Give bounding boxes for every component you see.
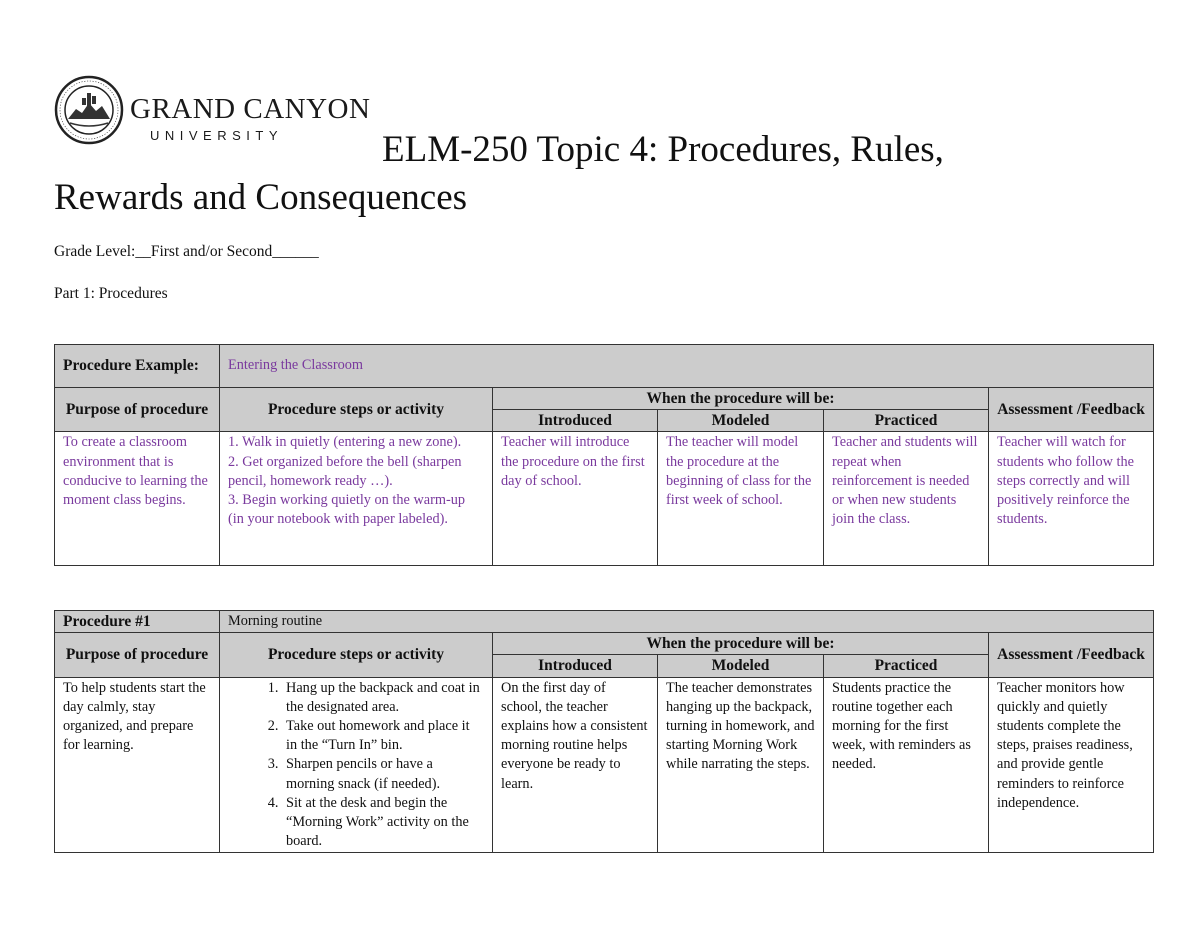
introduced-header: Introduced — [493, 655, 658, 677]
table-header-row — [55, 633, 1154, 655]
page-title-line-1: ELM-250 Topic 4: Procedures, Rules, — [382, 129, 944, 170]
practiced-header: Practiced — [824, 410, 989, 432]
steps-header: Procedure steps or activity — [220, 633, 493, 677]
purpose-cell: To help students start the day calmly, stay organized, and prepare for learning. — [55, 677, 220, 853]
when-header: When the procedure will be: — [493, 388, 989, 410]
procedure-1-table — [54, 610, 1154, 853]
modeled-header: Modeled — [658, 655, 824, 677]
step-item: 2. Get organized before the bell (sharpen pencil, homework ready …). — [228, 453, 462, 489]
step-item: 4. Sit at the desk and begin the “Morning Work” activity on the board. — [282, 794, 484, 852]
purpose-header: Purpose of procedure — [55, 633, 220, 677]
step-item: 1. Hang up the backpack and coat in the designated area. — [282, 679, 484, 717]
practiced-cell: Teacher and students will repeat when reinforcement is needed or when new students join the class. — [824, 432, 989, 566]
procedure-label: Procedure Example: — [55, 345, 220, 388]
grade-level: Grade Level:__First and/or Second______ — [54, 243, 319, 260]
assessment-header: Assessment /Feedback — [989, 633, 1154, 677]
table-row — [55, 611, 1154, 633]
step-item: 3. Sharpen pencils or have a morning snack (if needed). — [282, 755, 484, 793]
table-row — [55, 432, 1154, 566]
modeled-cell: The teacher will model the procedure at the beginning of class for the first week of school. — [658, 432, 824, 566]
page-title-line-2: Rewards and Consequences — [54, 177, 468, 218]
step-item: 2. Take out homework and place it in the “Turn In” bin. — [282, 717, 484, 755]
purpose-header: Purpose of procedure — [55, 388, 220, 432]
table-row — [55, 677, 1154, 853]
logo-wordmark: GRAND CANYON — [130, 93, 371, 125]
introduced-cell: On the first day of school, the teacher explains how a consistent morning routine helps everyone be ready to learn. — [493, 677, 658, 853]
steps-list — [228, 679, 484, 852]
modeled-header: Modeled — [658, 410, 824, 432]
part-label: Part 1: Procedures — [54, 285, 168, 302]
table-row — [55, 345, 1154, 388]
table-header-row — [55, 388, 1154, 410]
practiced-header: Practiced — [824, 655, 989, 677]
when-header: When the procedure will be: — [493, 633, 989, 655]
university-seal-icon — [54, 75, 124, 145]
procedure-label: Procedure #1 — [55, 611, 220, 633]
steps-cell — [220, 677, 493, 853]
procedure-name: Morning routine — [220, 611, 1154, 633]
practiced-cell: Students practice the routine together each morning for the first week, with reminders as needed. — [824, 677, 989, 853]
purpose-cell: To create a classroom environment that is conducive to learning the moment class begins. — [55, 432, 220, 566]
step-item: 1. Walk in quietly (entering a new zone). — [228, 434, 462, 451]
assessment-cell: Teacher will watch for students who follow the steps correctly and will positively reinforce the students. — [989, 432, 1154, 566]
modeled-cell: The teacher demonstrates hanging up the backpack, turning in homework, and starting Morning Work while narrating the steps. — [658, 677, 824, 853]
procedure-example-table — [54, 344, 1154, 566]
assessment-header: Assessment /Feedback — [989, 388, 1154, 432]
step-item: 3. Begin working quietly on the warm-up (in your notebook with paper labeled). — [228, 492, 466, 528]
introduced-cell: Teacher will introduce the procedure on the first day of school. — [493, 432, 658, 566]
introduced-header: Introduced — [493, 410, 658, 432]
steps-header: Procedure steps or activity — [220, 388, 493, 432]
steps-cell — [220, 432, 493, 566]
gcu-logo — [54, 75, 374, 147]
logo-subtitle: UNIVERSITY — [150, 128, 284, 143]
procedure-name: Entering the Classroom — [220, 345, 1154, 388]
assessment-cell: Teacher monitors how quickly and quietly students complete the steps, praises readiness, and provide gentle reminders to reinforce independence. — [989, 677, 1154, 853]
